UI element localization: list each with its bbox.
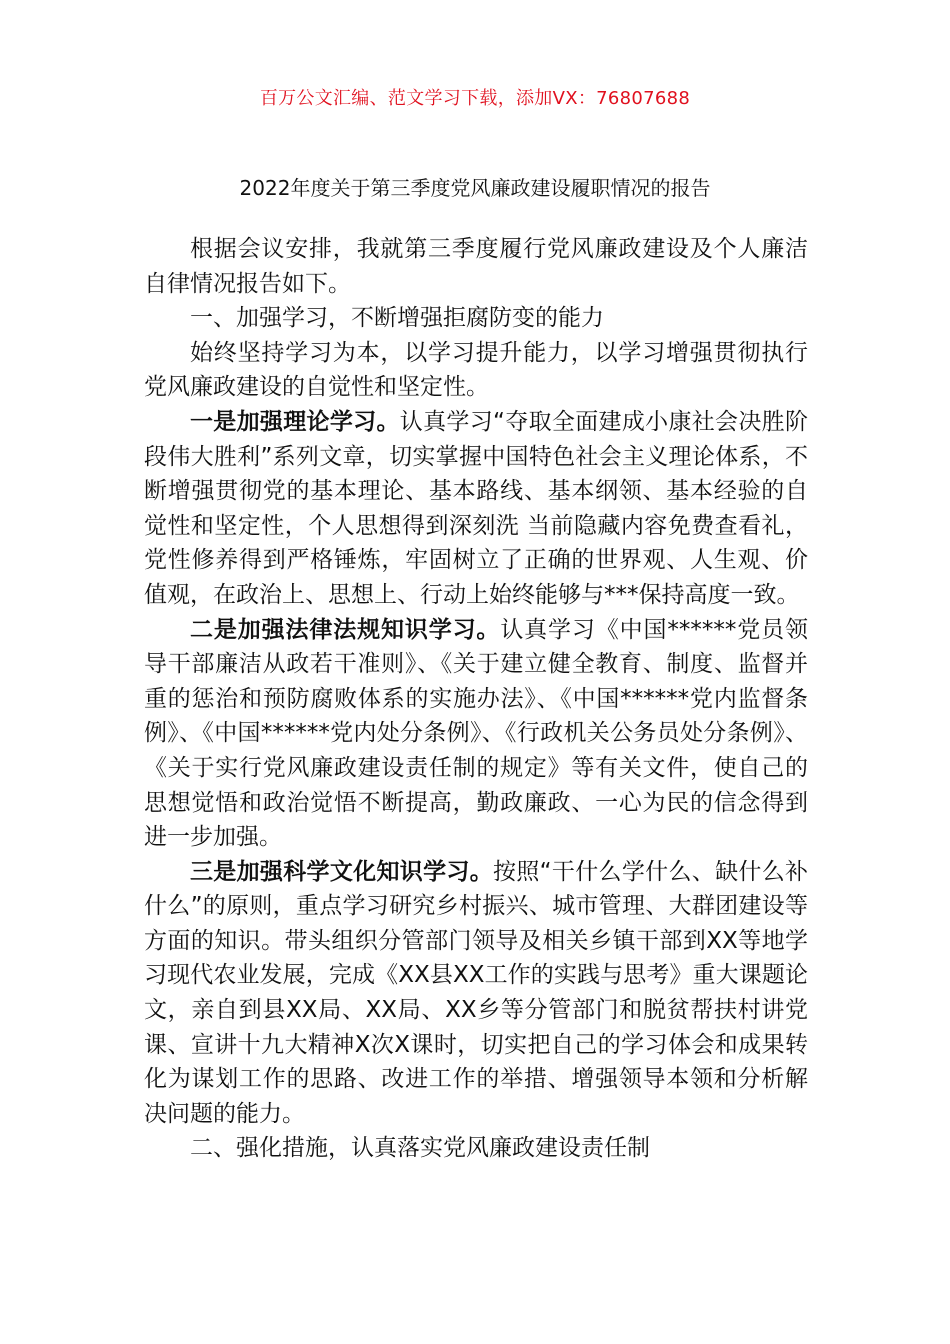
promo-header: 百万公文汇编、范文学习下载，添加VX：76807688 [259, 88, 691, 109]
section-heading: 二、强化措施，认真落实党风廉政建设责任制 [190, 1135, 650, 1162]
paragraph: 三是加强科学文化知识学习。按照“干什么学什么、缺什么补什么”的原则，重点学习研究乡村振兴、城市管理、大群团建设等方面的知识。带头组织分管部门领导及相关乡镇干部到XX等地学习现代农业发展，完成《XX县XX工作的实践与思考》重大课题论文，亲自到县XX局、XX局、XX乡等分管部门和脱贫帮扶村讲党课、宣讲十九大精神X次X课时，切实把自己的学习体会和成果转化为谋划工作的思路、改进工作的举措、增强领导本领和分析解决问题的能力。 [144, 858, 809, 1127]
paragraph: 始终坚持学习为本，以学习提升能力，以学习增强贯彻执行党风廉政建设的自觉性和坚定性。 [144, 339, 808, 401]
paragraph: 一是加强理论学习。认真学习“夺取全面建成小康社会决胜阶段伟大胜利”系列文章，切实掌握中国特色社会主义理论体系，不断增强贯彻党的基本理论、基本路线、基本纲领、基本经验的自觉性和坚定性，个人思想得到深刻洗 当前隐藏内容免费查看礼，党性修养得到严格锤炼，牢固树立了正确的世界观、人生观、价值观，在政治上、思想上、行动上始终能够与***保持高度一致。 [144, 408, 808, 608]
paragraph: 根据会议安排，我就第三季度履行党风廉政建设及个人廉洁自律情况报告如下。 [144, 236, 808, 297]
section-heading: 一、加强学习，不断增强拒腐防变的能力 [190, 305, 604, 332]
page-title: 2022年度关于第三季度党风廉政建设履职情况的报告 [239, 176, 711, 200]
paragraph: 二是加强法律法规知识学习。认真学习《中国******党员领导干部廉洁从政若干准则》、《关于建立健全教育、制度、监督并重的惩治和预防腐败体系的实施办法》、《中国******党内监督条例》、《中国******党内处分条例》、《行政机关公务员处分条例》、《关于实行党风廉政建设责任制的规定》等有关文件，使自己的思想觉悟和政治觉悟不断提高，勤政廉政、一心为民的信念得到进一步加强。 [144, 616, 809, 851]
document-body [144, 232, 808, 1166]
